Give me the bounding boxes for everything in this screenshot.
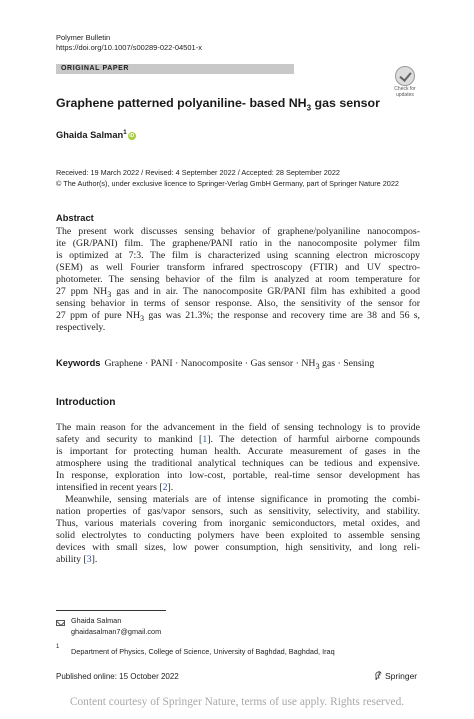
abstract-text: gas and in air. The nanocomposite GR/PANI film has exhibited a good <box>111 286 420 297</box>
introduction-heading: Introduction <box>56 397 116 408</box>
body-line <box>56 482 420 494</box>
abstract-line: respectively. <box>56 322 106 333</box>
publisher-name: Springer <box>385 671 418 681</box>
published-date: Published online: 15 October 2022 <box>56 672 179 681</box>
copyright-notice: © The Author(s), under exclusive licence to Springer-Verlag GmbH Germany, part of Springer Nature 2022 <box>56 179 399 188</box>
nh3-subscript: 3 <box>315 361 320 371</box>
body-line <box>56 434 420 446</box>
abstract-line: photometer. The sensing behavior of the film is analyzed at room temperature for <box>56 274 420 285</box>
body-text: ability [ <box>56 554 87 565</box>
orcid-icon[interactable]: iD <box>129 133 135 140</box>
check-for-updates-badge[interactable] <box>391 66 419 100</box>
body-text: ]. The detection of harmful airborne compounds <box>207 434 420 445</box>
corresponding-author-name: Ghaida Salman <box>71 616 122 625</box>
check-updates-icon <box>395 66 415 86</box>
author-name[interactable]: Ghaida Salman <box>56 130 124 141</box>
corresponding-author-email[interactable]: ghaidasalman7@gmail.com <box>71 627 162 636</box>
article-dates: Received: 19 March 2022 / Revised: 4 September 2022 / Accepted: 28 September 2022 <box>56 168 340 177</box>
paper-title <box>56 96 380 112</box>
abstract-line: is optimized at 7:3. The film is characterized using scanning electron microscopy <box>56 250 420 261</box>
affiliation-text: Department of Physics, College of Science, University of Baghdad, Baghdad, Iraq <box>71 647 335 656</box>
abstract-text: 27 ppm of pure NH <box>56 310 141 321</box>
abstract-line: sensing behavior in terms of sensor response. Also, the sensitivity of the sensor for <box>56 298 420 309</box>
author-affiliation-mark: 1 <box>123 129 127 136</box>
title-main: Graphene patterned polyaniline- based NH <box>56 96 307 110</box>
journal-name: Polymer Bulletin <box>56 33 111 42</box>
envelope-icon <box>56 620 65 626</box>
nh3-subscript: 3 <box>140 313 145 323</box>
body-text: ]. <box>91 554 98 565</box>
nh3-subscript: 3 <box>107 289 112 299</box>
abstract-body <box>56 226 420 334</box>
springer-logo[interactable] <box>374 670 417 681</box>
abstract-line <box>56 286 420 298</box>
intro-paragraph-2 <box>56 494 420 566</box>
author-line <box>56 129 136 140</box>
citation-link[interactable]: 2 <box>162 482 168 493</box>
body-line: is important for protecting human health. Accurate measurement of gases in the <box>56 446 420 457</box>
keywords-line <box>56 358 374 371</box>
abstract-line: ite (GR/PANI) film. The graphene/PANI ratio in the nanocomposite polymer film <box>56 238 420 249</box>
body-line: atmosphere using the traditional analytical techniques can be tedious and expensive. <box>56 458 420 469</box>
springer-horse-icon <box>374 670 383 681</box>
body-line: Meanwhile, sensing materials are of intense significance in promoting the combi- <box>65 494 420 505</box>
abstract-text: gas was 21.3%; the response and recovery time are 38 and 56 s, <box>144 310 420 321</box>
title-tail: gas sensor <box>311 96 380 110</box>
abstract-line: (SEM) as well Fourier transform infrared spectroscopy (FTIR) and UV spectro- <box>56 262 420 273</box>
abstract-line: The present work discusses sensing behavior of graphene/polyaniline nanocompos- <box>56 226 420 237</box>
body-text: ]. <box>167 482 174 493</box>
check-updates-label: Check for updates <box>394 86 416 98</box>
abstract-text: 27 ppm NH <box>56 286 108 297</box>
citation-link[interactable]: 1 <box>202 434 208 445</box>
abstract-heading: Abstract <box>56 213 94 223</box>
keywords-list: Graphene · PANI · Nanocomposite · Gas sensor · NH <box>104 358 316 369</box>
courtesy-watermark: Content courtesy of Springer Nature, terms of use apply. Rights reserved. <box>69 696 405 708</box>
body-line: nation properties of gas/vapor sensors, such as sensitivity, selectivity, and stability. <box>56 506 420 517</box>
keywords-list-tail: gas · Sensing <box>319 358 375 369</box>
intro-paragraph-1 <box>56 422 420 494</box>
body-line <box>56 554 420 566</box>
article-type-banner: ORIGINAL PAPER <box>56 64 294 74</box>
body-text: intensified in recent years [ <box>56 482 163 493</box>
body-text: safety and security to mankind [ <box>56 434 203 445</box>
body-line: The main reason for the advancement in the field of sensing technology is to provide <box>56 422 420 433</box>
body-line: devices with small sizes, low power consumption, high sensitivity, and long reli- <box>56 542 420 553</box>
keywords-heading: Keywords <box>56 358 101 368</box>
body-line: Thus, various materials covering from inorganic semiconductors, metal oxides, and <box>56 518 420 529</box>
body-line: In response, exploration into low-cost, portable, real-time sensor development has <box>56 470 420 481</box>
abstract-line <box>56 310 420 322</box>
affiliation-number: 1 <box>56 644 60 650</box>
doi-link[interactable]: https://doi.org/10.1007/s00289-022-04501-x <box>56 43 202 52</box>
footnote-divider <box>56 610 166 611</box>
citation-link[interactable]: 3 <box>86 554 92 565</box>
title-subscript: 3 <box>306 103 312 113</box>
body-line: solid electrolytes to conducting polymers have been exploited to assemble sensing <box>56 530 420 541</box>
